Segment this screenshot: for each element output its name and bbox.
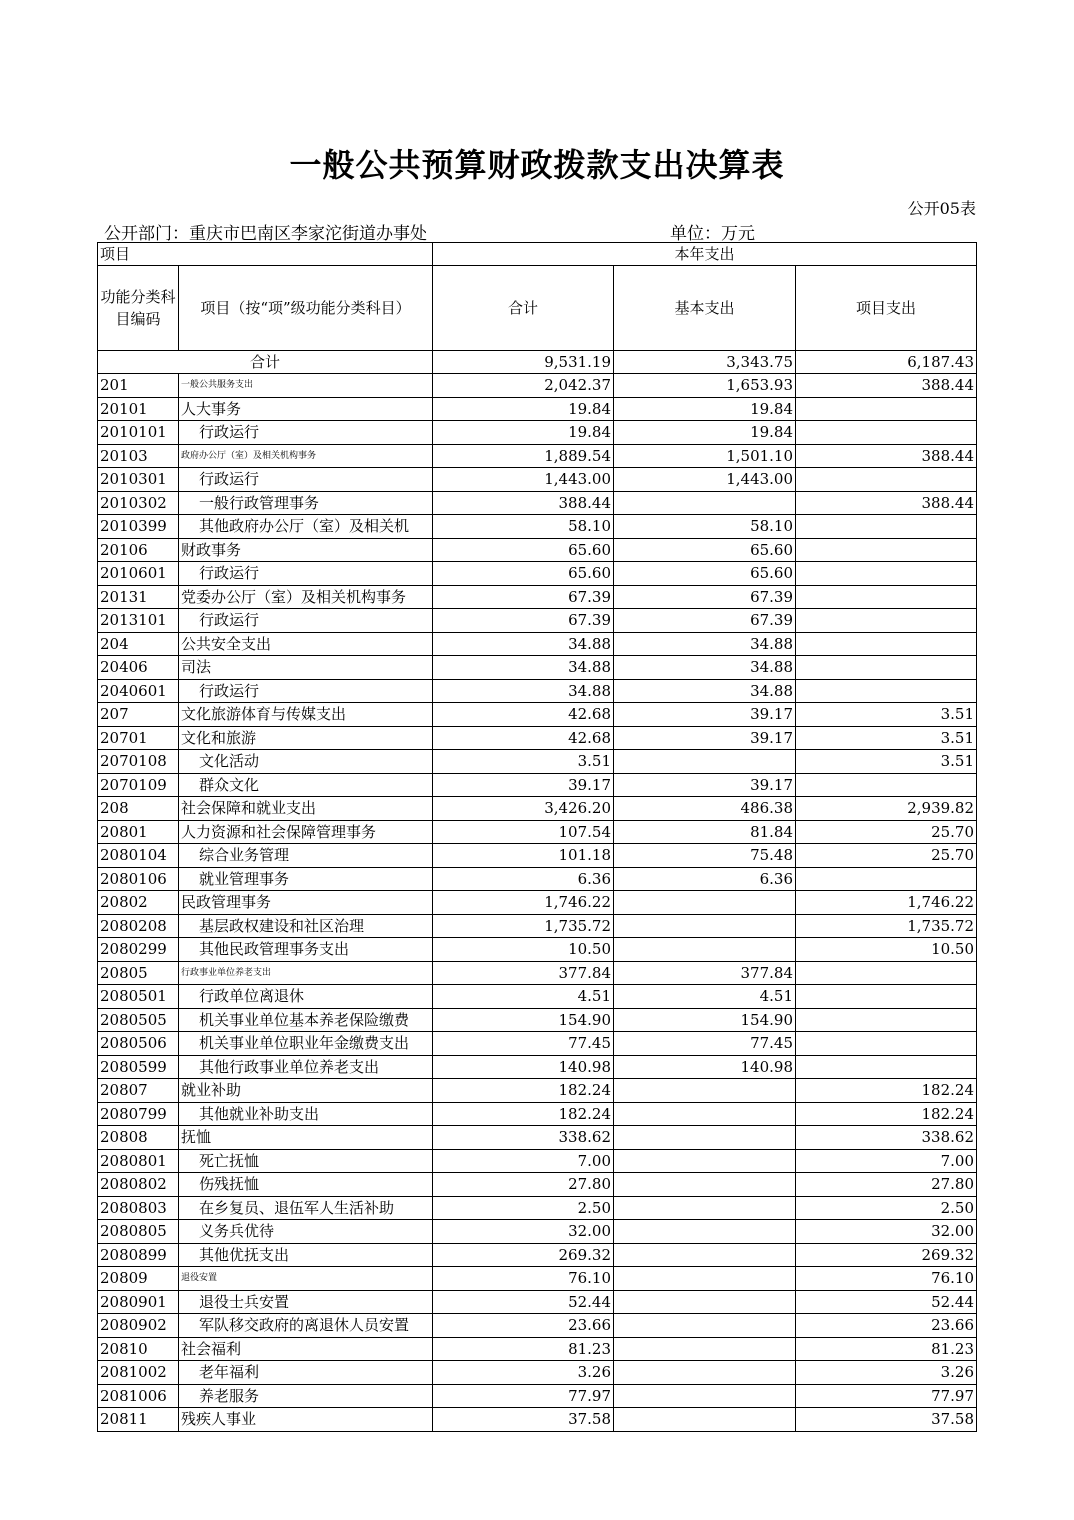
table-row [98, 867, 977, 891]
row-total: 19.84 [433, 397, 614, 421]
row-project: 388.44 [796, 374, 977, 398]
row-code: 2010302 [98, 491, 179, 515]
row-total: 3,426.20 [433, 797, 614, 821]
row-project: 1,735.72 [796, 914, 977, 938]
row-project [796, 562, 977, 586]
row-code: 2080801 [98, 1149, 179, 1173]
table-row [98, 397, 977, 421]
row-code: 20805 [98, 961, 179, 985]
row-total: 67.39 [433, 609, 614, 633]
table-row [98, 750, 977, 774]
row-total: 34.88 [433, 679, 614, 703]
table-row [98, 820, 977, 844]
row-project: 76.10 [796, 1267, 977, 1291]
row-basic: 39.17 [614, 726, 796, 750]
row-total: 34.88 [433, 656, 614, 680]
row-basic [614, 1126, 796, 1150]
table-row [98, 1149, 977, 1173]
row-code: 2010399 [98, 515, 179, 539]
table-row [98, 1196, 977, 1220]
row-name: 社会保障和就业支出 [179, 797, 433, 821]
row-code: 2080901 [98, 1290, 179, 1314]
total-row [98, 351, 977, 374]
header-row-1 [98, 243, 977, 266]
row-project: 52.44 [796, 1290, 977, 1314]
row-project [796, 679, 977, 703]
table-row [98, 585, 977, 609]
table-row [98, 468, 977, 492]
row-code: 2080208 [98, 914, 179, 938]
row-code: 2080599 [98, 1055, 179, 1079]
row-code: 20106 [98, 538, 179, 562]
row-code: 208 [98, 797, 179, 821]
row-basic [614, 1267, 796, 1291]
total-label: 合计 [98, 351, 433, 374]
table-row [98, 1055, 977, 1079]
row-total: 4.51 [433, 985, 614, 1009]
row-basic [614, 491, 796, 515]
row-name: 行政事业单位养老支出 [179, 961, 433, 985]
table-row [98, 914, 977, 938]
row-basic: 486.38 [614, 797, 796, 821]
row-total: 77.45 [433, 1032, 614, 1056]
row-name: 军队移交政府的离退休人员安置 [179, 1314, 433, 1338]
row-code: 20701 [98, 726, 179, 750]
row-total: 1,746.22 [433, 891, 614, 915]
row-code: 2080501 [98, 985, 179, 1009]
row-name: 抚恤 [179, 1126, 433, 1150]
row-basic [614, 1220, 796, 1244]
row-basic [614, 1196, 796, 1220]
row-basic: 75.48 [614, 844, 796, 868]
row-basic: 1,653.93 [614, 374, 796, 398]
row-code: 2080106 [98, 867, 179, 891]
header-name: 项目（按“项”级功能分类科目） [179, 266, 433, 351]
row-basic: 81.84 [614, 820, 796, 844]
row-total: 1,889.54 [433, 444, 614, 468]
row-code: 201 [98, 374, 179, 398]
row-basic: 6.36 [614, 867, 796, 891]
row-total: 67.39 [433, 585, 614, 609]
table-row [98, 1243, 977, 1267]
row-project [796, 397, 977, 421]
row-total: 182.24 [433, 1079, 614, 1103]
row-name: 义务兵优待 [179, 1220, 433, 1244]
row-name: 人大事务 [179, 397, 433, 421]
row-basic [614, 938, 796, 962]
row-project: 25.70 [796, 820, 977, 844]
row-name: 在乡复员、退伍军人生活补助 [179, 1196, 433, 1220]
row-code: 2081002 [98, 1361, 179, 1385]
row-code: 2010601 [98, 562, 179, 586]
row-name: 行政运行 [179, 421, 433, 445]
row-total: 7.00 [433, 1149, 614, 1173]
row-code: 2080803 [98, 1196, 179, 1220]
row-project: 1,746.22 [796, 891, 977, 915]
row-total: 65.60 [433, 562, 614, 586]
table-row [98, 985, 977, 1009]
department-label: 公开部门：重庆市巴南区李家沱街道办事处 [104, 224, 427, 244]
row-name: 就业管理事务 [179, 867, 433, 891]
table-row [98, 609, 977, 633]
row-name: 就业补助 [179, 1079, 433, 1103]
row-total: 81.23 [433, 1337, 614, 1361]
row-code: 2080802 [98, 1173, 179, 1197]
row-basic: 34.88 [614, 679, 796, 703]
row-code: 2010101 [98, 421, 179, 445]
row-name: 退役士兵安置 [179, 1290, 433, 1314]
row-total: 388.44 [433, 491, 614, 515]
row-total: 19.84 [433, 421, 614, 445]
row-name: 行政运行 [179, 562, 433, 586]
row-project [796, 1055, 977, 1079]
row-total: 2.50 [433, 1196, 614, 1220]
row-project: 269.32 [796, 1243, 977, 1267]
row-project [796, 538, 977, 562]
row-name: 一般公共服务支出 [179, 374, 433, 398]
row-name: 财政事务 [179, 538, 433, 562]
row-total: 338.62 [433, 1126, 614, 1150]
table-row [98, 562, 977, 586]
row-project [796, 609, 977, 633]
row-name: 政府办公厅（室）及相关机构事务 [179, 444, 433, 468]
table-row [98, 1408, 977, 1432]
table-row [98, 374, 977, 398]
row-project: 37.58 [796, 1408, 977, 1432]
row-total: 377.84 [433, 961, 614, 985]
row-basic: 39.17 [614, 703, 796, 727]
table-row [98, 421, 977, 445]
table-row [98, 938, 977, 962]
row-basic [614, 1079, 796, 1103]
table-row [98, 656, 977, 680]
row-project: 3.26 [796, 1361, 977, 1385]
row-total: 77.97 [433, 1384, 614, 1408]
row-basic [614, 1290, 796, 1314]
row-project: 3.51 [796, 703, 977, 727]
row-basic [614, 1314, 796, 1338]
row-code: 20810 [98, 1337, 179, 1361]
row-project: 3.51 [796, 750, 977, 774]
header-item: 项目 [98, 243, 433, 266]
row-total: 3.26 [433, 1361, 614, 1385]
row-total: 1,735.72 [433, 914, 614, 938]
row-basic: 1,501.10 [614, 444, 796, 468]
row-name: 文化旅游体育与传媒支出 [179, 703, 433, 727]
row-code: 204 [98, 632, 179, 656]
row-code: 2080902 [98, 1314, 179, 1338]
row-basic [614, 914, 796, 938]
row-name: 基层政权建设和社区治理 [179, 914, 433, 938]
row-code: 20101 [98, 397, 179, 421]
row-basic [614, 1173, 796, 1197]
row-basic: 4.51 [614, 985, 796, 1009]
row-project: 388.44 [796, 491, 977, 515]
row-total: 2,042.37 [433, 374, 614, 398]
row-basic: 34.88 [614, 656, 796, 680]
row-project [796, 656, 977, 680]
row-name: 民政管理事务 [179, 891, 433, 915]
row-code: 20406 [98, 656, 179, 680]
row-code: 20809 [98, 1267, 179, 1291]
row-code: 2080104 [98, 844, 179, 868]
row-basic [614, 1149, 796, 1173]
row-code: 2081006 [98, 1384, 179, 1408]
row-project [796, 515, 977, 539]
row-total: 182.24 [433, 1102, 614, 1126]
row-total: 42.68 [433, 726, 614, 750]
row-name: 一般行政管理事务 [179, 491, 433, 515]
row-name: 群众文化 [179, 773, 433, 797]
row-basic: 140.98 [614, 1055, 796, 1079]
row-project: 3.51 [796, 726, 977, 750]
row-name: 残疾人事业 [179, 1408, 433, 1432]
row-code: 2070109 [98, 773, 179, 797]
row-name: 行政单位离退休 [179, 985, 433, 1009]
row-name: 人力资源和社会保障管理事务 [179, 820, 433, 844]
row-project: 2,939.82 [796, 797, 977, 821]
row-code: 20807 [98, 1079, 179, 1103]
row-name: 行政运行 [179, 679, 433, 703]
row-total: 65.60 [433, 538, 614, 562]
table-row [98, 844, 977, 868]
row-basic [614, 750, 796, 774]
row-name: 伤残抚恤 [179, 1173, 433, 1197]
header-code: 功能分类科目编码 [98, 266, 179, 351]
row-name: 其他民政管理事务支出 [179, 938, 433, 962]
row-project: 182.24 [796, 1102, 977, 1126]
header-current-year: 本年支出 [433, 243, 977, 266]
total-total: 9,531.19 [433, 351, 614, 374]
row-project: 77.97 [796, 1384, 977, 1408]
table-row [98, 1290, 977, 1314]
row-basic: 19.84 [614, 421, 796, 445]
table-row [98, 491, 977, 515]
row-project: 25.70 [796, 844, 977, 868]
row-project: 388.44 [796, 444, 977, 468]
header-row-2 [98, 266, 977, 351]
row-code: 20811 [98, 1408, 179, 1432]
row-basic: 67.39 [614, 585, 796, 609]
form-number: 公开05表 [907, 199, 976, 218]
row-project: 81.23 [796, 1337, 977, 1361]
row-name: 社会福利 [179, 1337, 433, 1361]
row-total: 27.80 [433, 1173, 614, 1197]
table-row [98, 703, 977, 727]
table-row [98, 1173, 977, 1197]
table-row [98, 538, 977, 562]
row-basic: 65.60 [614, 562, 796, 586]
row-total: 23.66 [433, 1314, 614, 1338]
row-total: 154.90 [433, 1008, 614, 1032]
row-name: 其他优抚支出 [179, 1243, 433, 1267]
row-name: 公共安全支出 [179, 632, 433, 656]
row-project: 27.80 [796, 1173, 977, 1197]
row-total: 107.54 [433, 820, 614, 844]
row-project [796, 985, 977, 1009]
row-code: 207 [98, 703, 179, 727]
row-project [796, 961, 977, 985]
row-code: 20131 [98, 585, 179, 609]
row-name: 行政运行 [179, 468, 433, 492]
page-title: 一般公共预算财政拨款支出决算表 [289, 146, 785, 184]
row-total: 39.17 [433, 773, 614, 797]
row-total: 140.98 [433, 1055, 614, 1079]
row-name: 其他行政事业单位养老支出 [179, 1055, 433, 1079]
row-basic [614, 1361, 796, 1385]
table-row [98, 891, 977, 915]
row-code: 2080506 [98, 1032, 179, 1056]
row-total: 52.44 [433, 1290, 614, 1314]
table-row [98, 1102, 977, 1126]
row-basic: 1,443.00 [614, 468, 796, 492]
table-row [98, 773, 977, 797]
row-total: 3.51 [433, 750, 614, 774]
header-basic: 基本支出 [614, 266, 796, 351]
table-row [98, 1337, 977, 1361]
row-project [796, 421, 977, 445]
header-total: 合计 [433, 266, 614, 351]
row-project: 23.66 [796, 1314, 977, 1338]
row-project: 7.00 [796, 1149, 977, 1173]
row-name: 其他就业补助支出 [179, 1102, 433, 1126]
table-row [98, 1032, 977, 1056]
row-code: 2013101 [98, 609, 179, 633]
row-project: 338.62 [796, 1126, 977, 1150]
row-project [796, 585, 977, 609]
row-code: 2080299 [98, 938, 179, 962]
row-project: 32.00 [796, 1220, 977, 1244]
row-code: 2070108 [98, 750, 179, 774]
table-row [98, 797, 977, 821]
row-total: 269.32 [433, 1243, 614, 1267]
row-name: 机关事业单位职业年金缴费支出 [179, 1032, 433, 1056]
row-basic [614, 1243, 796, 1267]
total-project: 6,187.43 [796, 351, 977, 374]
row-project [796, 1032, 977, 1056]
row-project [796, 632, 977, 656]
row-name: 综合业务管理 [179, 844, 433, 868]
row-name: 文化和旅游 [179, 726, 433, 750]
row-basic: 67.39 [614, 609, 796, 633]
row-basic [614, 891, 796, 915]
table-row [98, 1008, 977, 1032]
row-name: 死亡抚恤 [179, 1149, 433, 1173]
row-code: 2040601 [98, 679, 179, 703]
row-total: 32.00 [433, 1220, 614, 1244]
row-basic: 58.10 [614, 515, 796, 539]
row-basic [614, 1337, 796, 1361]
row-name: 其他政府办公厅（室）及相关机 [179, 515, 433, 539]
row-total: 6.36 [433, 867, 614, 891]
row-code: 20808 [98, 1126, 179, 1150]
row-project: 10.50 [796, 938, 977, 962]
row-basic [614, 1408, 796, 1432]
row-code: 2080505 [98, 1008, 179, 1032]
unit-label: 单位：万元 [670, 224, 755, 244]
table-row [98, 1361, 977, 1385]
table-row [98, 632, 977, 656]
row-project [796, 1008, 977, 1032]
row-basic: 65.60 [614, 538, 796, 562]
row-project [796, 867, 977, 891]
row-code: 20103 [98, 444, 179, 468]
row-name: 文化活动 [179, 750, 433, 774]
row-total: 76.10 [433, 1267, 614, 1291]
row-total: 42.68 [433, 703, 614, 727]
row-code: 2080899 [98, 1243, 179, 1267]
row-basic: 77.45 [614, 1032, 796, 1056]
row-basic: 154.90 [614, 1008, 796, 1032]
row-name: 养老服务 [179, 1384, 433, 1408]
row-project: 182.24 [796, 1079, 977, 1103]
row-project [796, 773, 977, 797]
row-project: 2.50 [796, 1196, 977, 1220]
table-row [98, 1314, 977, 1338]
row-project [796, 468, 977, 492]
row-code: 2080799 [98, 1102, 179, 1126]
row-basic: 39.17 [614, 773, 796, 797]
row-total: 10.50 [433, 938, 614, 962]
table-row [98, 726, 977, 750]
row-total: 37.58 [433, 1408, 614, 1432]
row-code: 20801 [98, 820, 179, 844]
row-basic: 19.84 [614, 397, 796, 421]
table-row [98, 444, 977, 468]
row-total: 101.18 [433, 844, 614, 868]
row-code: 2080805 [98, 1220, 179, 1244]
row-basic [614, 1384, 796, 1408]
budget-table [97, 242, 977, 1432]
row-name: 党委办公厅（室）及相关机构事务 [179, 585, 433, 609]
row-total: 34.88 [433, 632, 614, 656]
total-basic: 3,343.75 [614, 351, 796, 374]
row-name: 机关事业单位基本养老保险缴费 [179, 1008, 433, 1032]
table-row [98, 1079, 977, 1103]
row-total: 58.10 [433, 515, 614, 539]
table-row [98, 679, 977, 703]
row-name: 司法 [179, 656, 433, 680]
row-total: 1,443.00 [433, 468, 614, 492]
row-basic [614, 1102, 796, 1126]
row-basic: 34.88 [614, 632, 796, 656]
row-name: 老年福利 [179, 1361, 433, 1385]
table-row [98, 1126, 977, 1150]
table-row [98, 961, 977, 985]
row-basic: 377.84 [614, 961, 796, 985]
row-name: 退役安置 [179, 1267, 433, 1291]
row-name: 行政运行 [179, 609, 433, 633]
row-code: 20802 [98, 891, 179, 915]
table-row [98, 1220, 977, 1244]
table-row [98, 515, 977, 539]
table-row [98, 1384, 977, 1408]
table-row [98, 1267, 977, 1291]
header-project: 项目支出 [796, 266, 977, 351]
row-code: 2010301 [98, 468, 179, 492]
